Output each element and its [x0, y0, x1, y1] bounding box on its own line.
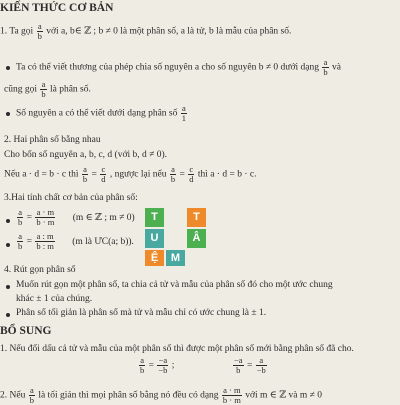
supp-2: 2. Nếu $\frac{a}{b}$ là tối giản thì mọi phân số bằng nó đều có dạng $\frac{a \cdot m}{b \cdot m}$ với m ∈ ℤ và m ≠ 0 [0, 385, 322, 405]
para-2-line-1: Cho bốn số nguyên a, b, c, d (với b, d ≠ 0). [4, 150, 168, 160]
heading-basic-knowledge: KIẾN THỨC CƠ BẢN [0, 2, 114, 14]
para-4-title: 4. Rút gọn phân số [4, 265, 76, 275]
heading-supplement: BỔ SUNG [0, 325, 52, 337]
bullet-icon [6, 313, 10, 317]
bullet-icon [6, 66, 10, 70]
para-4-bullet-2: Phân số tối giản là phân số mà tử và mẫu chỉ có ước chung là ± 1. [16, 308, 267, 318]
logo-tile: Ệ [145, 250, 164, 266]
bullet-icon [6, 285, 10, 289]
para-2-title: 2. Hai phân số bằng nhau [4, 135, 101, 145]
bullet-icon [6, 112, 10, 116]
logo-tile: T [145, 208, 164, 227]
para-1-bullet-1: Ta có thể viết thương của phép chia số nguyên a cho số nguyên b ≠ 0 dưới dạng $\frac{a}{b}$ và [16, 57, 341, 77]
logo-tile: T [187, 208, 206, 227]
property-2: $\frac{a}{b}$ = $\frac{a : m}{b : m}$ (m là ƯC(a; b)). [18, 231, 134, 251]
watermark-logo [145, 208, 209, 268]
supp-1-eq-1: $\frac{a}{b}$ = $\frac{-a}{-b}$ ; [140, 355, 175, 375]
para-4-bullet-1: Muốn rút gọn một phân số, ta chia cả tử và mẫu của phân số đó cho một ước chung [16, 280, 333, 290]
logo-tile: Â [187, 229, 206, 248]
para-2-line-2: Nếu a · d = b · c thì $\frac{a}{b}$ = $\frac{c}{d}$ , ngược lại nếu $\frac{a}{b}$ = $\frac{c}{d}$ thì a · d = b · c. [4, 164, 257, 184]
bullet-icon [6, 219, 10, 223]
para-1-bullet-1-cont: cũng gọi $\frac{a}{b}$ là phân số. [4, 79, 91, 99]
supp-1: 1. Nếu đổi dấu cả tử và mẫu của một phân số thì được một phân số mới bằng phân số đã cho. [0, 344, 354, 354]
property-1: $\frac{a}{b}$ = $\frac{a \cdot m}{b \cdot m}$ (m ∈ ℤ ; m ≠ 0) [18, 207, 135, 227]
fraction-a-b: $\frac{a}{b}$ [37, 21, 42, 41]
bullet-icon [6, 243, 10, 247]
logo-tile: M [166, 250, 185, 266]
logo-tile: U [145, 229, 164, 248]
para-1: 1. Ta gọi $\frac{a}{b}$ với a, b∈ ℤ ; b ≠ 0 là một phân số, a là tử, b là mẫu của phân số. [0, 21, 292, 41]
supp-1-eq-2: $\frac{-a}{b}$ = $\frac{a}{-b}$ [234, 355, 266, 375]
para-4-bullet-1-cont: khác ± 1 của chúng. [16, 294, 93, 304]
para-3-title: 3.Hai tính chất cơ bản của phân số: [4, 193, 138, 203]
para-1-bullet-2: Số nguyên a có thể viết dưới dạng phân số $\frac{a}{1}$ [16, 103, 186, 123]
